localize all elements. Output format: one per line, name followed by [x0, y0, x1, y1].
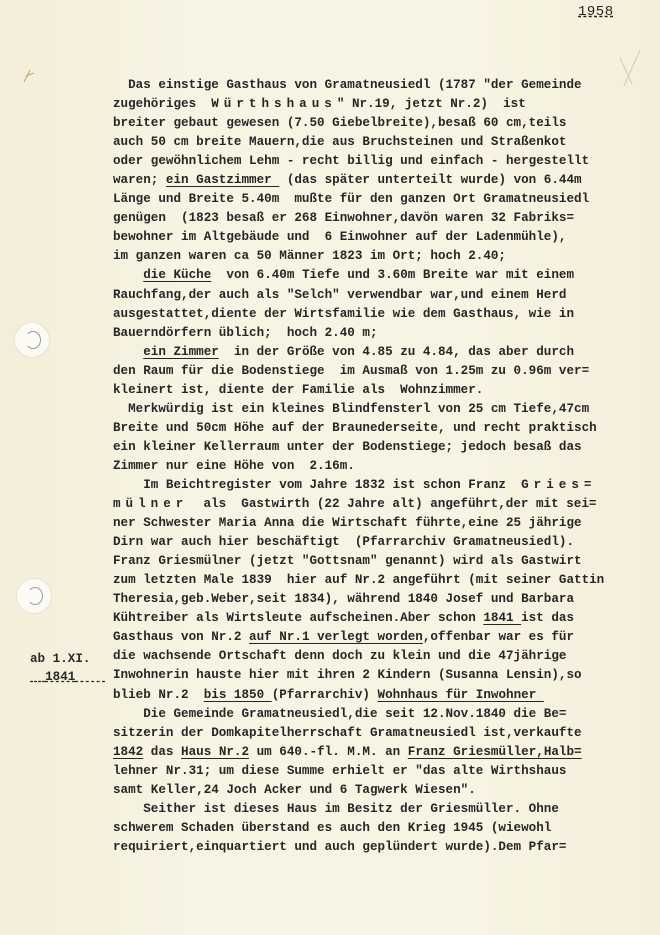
text-line [113, 838, 653, 857]
text-line [113, 762, 653, 781]
text-segment: " Nr.19, jetzt Nr.2) ist [336, 97, 526, 112]
text-segment: ner Schwester Maria Anna die Wirtschaft führte,eine 25 jährige [113, 516, 582, 531]
text-line [113, 209, 653, 228]
text-segment: von 6.40m Tiefe und 3.60m Breite war mit einem [211, 268, 575, 283]
text-line [113, 533, 653, 552]
text-segment: breiter gebaut gewesen (7.50 Giebelbreite),besaß 60 cm,teils [113, 116, 567, 131]
text-line [113, 495, 653, 514]
text-line [113, 666, 653, 685]
text-line [113, 324, 653, 343]
text-segment: auch 50 cm breite Mauern,die aus Bruchsteinen und Straßenkot [113, 135, 567, 150]
text-line [113, 362, 653, 381]
text-line [113, 571, 653, 590]
text-segment: um 640.-fl. M.M. an [249, 744, 408, 759]
spaced-text: mülner [113, 497, 189, 512]
text-segment: Kühtreiber als Wirtsleute aufscheinen.Aber schon [113, 611, 484, 626]
text-line [113, 647, 653, 666]
text-segment: bewohner im Altgebäude und 6 Einwohner auf der Ladenmühle), [113, 230, 567, 245]
text-line [113, 743, 653, 762]
text-segment: die wachsende Ortschaft denn doch zu klein und die 47jährige [113, 649, 567, 664]
text-line [113, 95, 653, 114]
text-segment: samt Keller,24 Joch Acker und 6 Tagwerk Wiesen". [113, 782, 476, 797]
text-line [113, 152, 653, 171]
text-line [113, 438, 653, 457]
underlined-text: Haus Nr.2 [181, 744, 250, 759]
text-line [113, 705, 653, 724]
text-segment: blieb Nr.2 [113, 687, 204, 702]
text-segment: schwerem Schaden überstand es auch den Krieg 1945 (wiewohl [113, 820, 552, 835]
text-segment: als Gastwirth (22 Jahre alt) angeführt,der mit sei= [188, 497, 597, 512]
text-line [113, 247, 653, 266]
text-segment: Seither ist dieses Haus im Besitz der Griesmüller. Ohne [113, 801, 559, 816]
text-line [113, 114, 653, 133]
underlined-text: bis 1850 [203, 687, 272, 702]
pencil-mark [20, 64, 40, 84]
text-segment: Theresia,geb.Weber,seit 1834), während 1840 Josef und Barbara [113, 592, 575, 607]
text-segment: Bauerndörfern üblich; hoch 2.40 m; [113, 325, 378, 340]
text-segment: oder gewöhnlichem Lehm - recht billig und einfach - hergestellt [113, 154, 590, 169]
text-line [113, 171, 653, 190]
text-line [113, 800, 653, 819]
text-segment: (Pfarrarchiv) [271, 687, 378, 702]
text-line [113, 724, 653, 743]
text-segment: Breite und 50cm Höhe auf der Braunederseite, und recht praktisch [113, 420, 597, 435]
text-segment: (das später unterteilt wurde) von 6.44m [279, 173, 582, 188]
text-segment: sitzerin der Domkapitelherrschaft Gramatneusiedl ist,verkaufte [113, 725, 582, 740]
underlined-text: ein Zimmer [143, 344, 219, 359]
text-segment: zugehöriges [113, 97, 212, 112]
text-segment: im ganzen waren ca 50 Männer 1823 im Ort; hoch 2.40; [113, 249, 506, 264]
text-segment: zum letzten Male 1839 hier auf Nr.2 angeführt (mit seiner Gattin [113, 573, 605, 588]
underlined-text: ein Gastzimmer [165, 173, 280, 188]
text-segment: ist das [521, 611, 575, 626]
text-line [113, 381, 653, 400]
text-line [113, 343, 653, 362]
text-line [113, 457, 653, 476]
text-line [113, 76, 653, 95]
text-segment: lehner Nr.31; um diese Summe erhielt er "das alte Wirthshaus [113, 763, 567, 778]
underlined-text: Franz Griesmüller,Halb= [407, 744, 582, 759]
text-segment: ausgestattet,diente der Wirtsfamilie wie dem Gasthaus, wie in [113, 306, 575, 321]
text-segment: Rauchfang,der auch als "Selch" verwendbar war,und einem Herd [113, 287, 567, 302]
text-segment: Im Beichtregister vom Jahre 1832 ist schon Franz [113, 477, 522, 492]
text-segment: Länge und Breite 5.40m mußte für den ganzen Ort Gramatneusiedl [113, 192, 590, 207]
text-segment: Franz Griesmülner (jetzt "Gottsnam" genannt) wird als Gastwirt [113, 554, 582, 569]
underlined-text: auf Nr.1 verlegt worden [249, 630, 423, 645]
text-segment: = [583, 477, 592, 492]
text-segment [113, 268, 143, 282]
text-line [113, 228, 653, 247]
text-segment: Zimmer nur eine Höhe von 2.16m. [113, 458, 355, 473]
text-line [113, 781, 653, 800]
text-line [113, 266, 653, 285]
body-text [113, 76, 653, 857]
text-segment: ein kleiner Kellerraum unter der Bodenstiege; jedoch besaß das [113, 439, 582, 454]
text-segment: Das einstige Gasthaus von Gramatneusiedl (1787 "der Gemeinde [113, 78, 582, 92]
underlined-text: die Küche [143, 268, 212, 283]
margin-note [30, 650, 106, 686]
text-segment: kleinert ist, diente der Familie als Wohnzimmer. [113, 382, 484, 397]
text-segment: Gasthaus von Nr.2 [113, 630, 250, 645]
text-segment: genügen (1823 besaß er 268 Einwohner,davön waren 32 Fabriks= [113, 211, 575, 226]
punch-hole-bottom [16, 578, 52, 614]
text-segment: requiriert,einquartiert und auch geplündert wurde).Dem Pfar= [113, 839, 567, 854]
text-segment: Inwohnerin hauste hier mit ihren 2 Kindern (Susanna Lensin),so [113, 668, 582, 683]
text-line [113, 286, 653, 305]
text-segment: den Raum für die Bodenstiege im Ausmaß von 1.25m zu 0.96m ver= [113, 363, 590, 378]
text-line [113, 419, 653, 438]
text-line [113, 133, 653, 152]
margin-note-year: 1841 [45, 670, 76, 684]
text-segment: das [143, 744, 182, 759]
underlined-text: Wohnhaus für Inwohner [377, 687, 544, 702]
text-segment [113, 345, 143, 359]
text-segment: Merkwürdig ist ein kleines Blindfensterl von 25 cm Tiefe,47cm [113, 401, 590, 416]
text-line [113, 305, 653, 324]
page-number: 1958 [578, 4, 614, 20]
text-segment: Die Gemeinde Gramatneusiedl,die seit 12.Nov.1840 die Be= [113, 706, 567, 721]
text-line [113, 686, 653, 705]
text-line [113, 609, 653, 628]
text-segment: ,offenbar war es für [422, 630, 575, 645]
text-line [113, 628, 653, 647]
text-line [113, 819, 653, 838]
punch-hole-top [14, 322, 50, 358]
margin-note-date: ab 1.XI. [30, 652, 91, 666]
text-line [113, 590, 653, 609]
underlined-text: 1841 [483, 611, 522, 626]
underlined-text: 1842 [113, 744, 144, 759]
text-line [113, 514, 653, 533]
text-segment: waren; [113, 173, 166, 188]
spaced-text: Gries [521, 477, 584, 492]
text-line [113, 190, 653, 209]
text-line [113, 552, 653, 571]
text-line [113, 476, 653, 495]
text-segment: in der Größe von 4.85 zu 4.84, das aber durch [218, 344, 575, 359]
text-line [113, 400, 653, 419]
spaced-text: Würthshaus [211, 97, 337, 112]
text-segment: Dirn war auch hier beschäftigt (Pfarrarchiv Gramatneusiedl). [113, 535, 575, 550]
